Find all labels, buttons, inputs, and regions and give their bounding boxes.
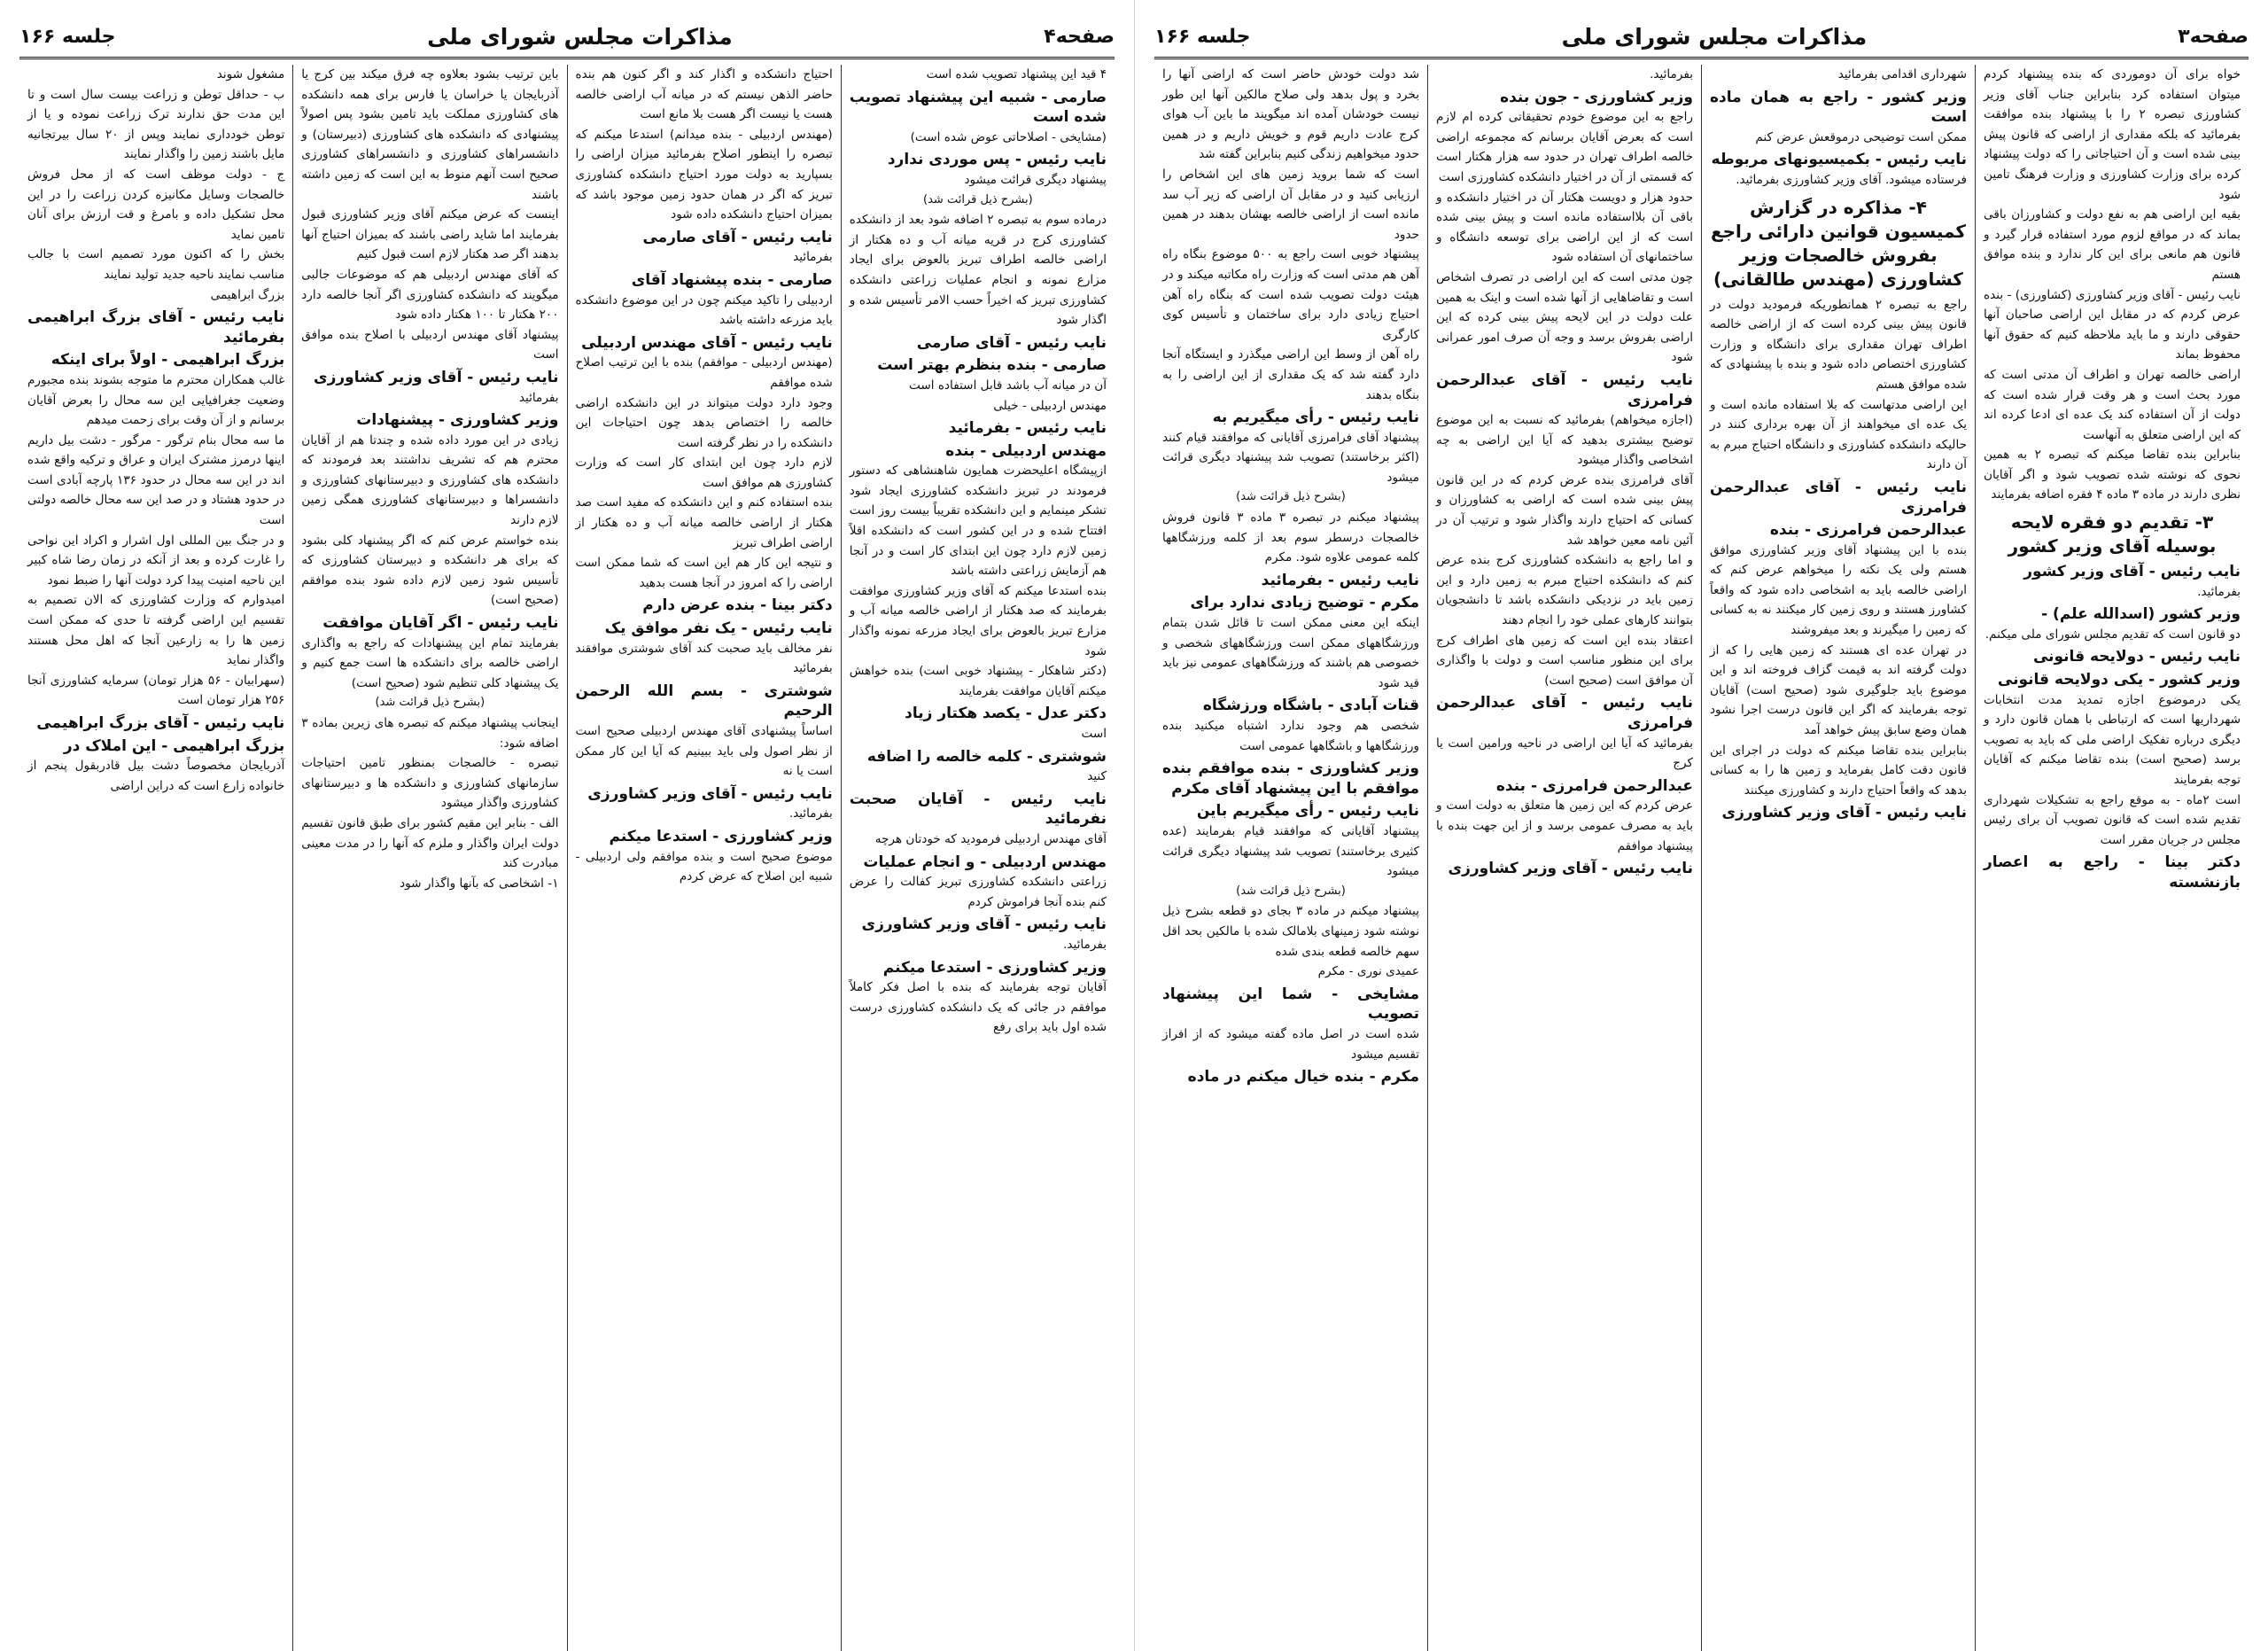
paragraph: شهرداری اقدامی بفرمائید <box>1837 67 1967 82</box>
speaker-line: صارمی - بنده پیشنهاد آقای <box>631 270 833 289</box>
speaker-line: شوشتری - بسم الله الرحمن الرحیم <box>575 681 833 720</box>
paragraph: (مشایخی - اصلاحاتی عوض شده است) <box>910 129 1107 144</box>
paragraph: ۴ قید این پیشنهاد تصویب شده است <box>926 67 1107 82</box>
speaker-line: مهندس اردبیلی - و انجام عملیات <box>863 853 1107 871</box>
paragraph: حدود هزار و دویست هکتار آن در اختیار دانشکده و باقی آن بلااستفاده مانده است و پیش بینی شده است که از این اراضی برای توسعه دانشگاه و ساختمانهای آن استفاده شود <box>1436 190 1693 265</box>
speaker-line: نایب رئیس - بکمیسیونهای مربوطه <box>1711 151 1967 169</box>
speaker-line: وزیر کشور - یکی دولایحه قانونی <box>1997 671 2241 689</box>
paragraph: (اجازه میخواهم) بفرمائید که نسبت به این موضوع توضیح بیشتری بدهید که آیا این اراضی به چه اشخاصی واگذار میشود <box>1436 413 1693 468</box>
right-page-number: صفحه۳ <box>2178 25 2249 48</box>
paragraph: پیشنهاد آقای فرامرزی آقایانی که موافقند قیام کنند (اکثر برخاستند) تصویب شد پیشنهاد دیگری قرائت میشود <box>1162 430 1419 485</box>
paragraph: ممکن است توضیحی درموقعش عرض کنم <box>1755 129 1967 144</box>
speaker-line: وزیر کشاورزی - استدعا میکنم <box>882 958 1107 977</box>
left-column-1 <box>842 65 1115 1651</box>
paragraph: آقایان توجه بفرمایند که بنده با اصل فکر کاملاً موافقم در جائی که یک دانشکده کشاورزی درست شده اول باید برای رفع <box>849 980 1107 1035</box>
speaker-line: نایب رئیس - بفرمائید <box>948 419 1107 438</box>
paragraph: زراعتی دانشکده کشاورزی تبریز کفالت را عرض کنم بنده آنجا فراموش کردم <box>849 875 1107 909</box>
speaker-line: نایب رئیس - بفرمائید <box>1261 571 1419 589</box>
paragraph: (مهندس اردبیلی - بنده میدانم) استدعا میکنم که تبصره را اینطور اصلاح بفرمائید میزان اراضی را بسپارید به دولت مورد احتیاج دانشکده کشاورزی تبریز که اگر در همان حدود زمین موجود باشد که بمیزان احتیاج دانشکده داده شود <box>575 127 833 222</box>
paragraph: بقیه این اراضی هم به نفع دولت و کشاورزان باقی بماند که در مواقع لزوم مورد استفاده قرار گیرد و قانون هم مانعی برای این کار ندارد و بنده موافق هستم <box>1984 207 2241 282</box>
speaker-line: نایب رئیس - آقایان صحبت نفرمائید <box>849 790 1107 829</box>
paragraph: و در جنگ بین المللی اول اشرار و اکراد این نواحی را غارت کرده و بعد از آنکه در زمان رضا شاه کبیر این ناحیه امنیت پیدا کرد دولت آنها را ضبط نمود <box>27 533 285 588</box>
paragraph: احتیاج دانشکده و اگذار کند و اگر کنون هم بنده حاضر الذهن نیستم که در میانه آب اراضی خالصه هست یا نیست اگر هست بلا مانع است <box>575 67 833 122</box>
speaker-line: عبدالرحمن فرامرزی - بنده <box>1769 521 1967 540</box>
paragraph: پیشنهاد میکنم در ماده ۳ بجای دو قطعه بشرح ذیل نوشته شود زمینهای بلامالک شده با مالکین بحد اقل سهم خالصه قطعه بندی شده <box>1162 904 1419 959</box>
paragraph: کنید <box>1087 769 1107 784</box>
speaker-line: نایب رئیس - آقای بزرگ ابراهیمی <box>36 714 285 732</box>
paragraph: است ۲ماه - به موقع راجع به تشکیلات شهرداری تقدیم شده است که قانون تصویب آن برای رئیس مجلس در جریان مقرر است <box>1984 792 2241 847</box>
paragraph: تبصره - خالصجات بمنظور تامین احتیاجات سازمانهای کشاورزی و دانشکده ها و دبیرستانهای کشاورزی واگذار میشود <box>301 756 559 811</box>
speaker-line: بزرگ ابراهیمی - اولاً برای اینکه <box>50 351 285 370</box>
reading-note: (بشرح ذیل قرائت شد) <box>375 696 485 710</box>
speaker-line: وزیر کشاورزی - استدعا میکنم <box>609 827 833 845</box>
speaker-line: نایب رئیس - آقای وزیر کشاورزی <box>1721 804 1967 822</box>
speaker-line: نایب رئیس - رأی میگیریم به <box>1212 409 1419 427</box>
speaker-line: نایب رئیس - پس موردی ندارد <box>887 151 1107 169</box>
paragraph: بفرمائید. <box>1650 67 1693 82</box>
paragraph: مشغول شوند <box>216 67 285 82</box>
paragraph: یکی درموضوع اجازه تمدید مدت انتخابات شهرداریها است که ارتباطی با همان قانون دارد و دیگری درباره تفکیک اراضی ملی که باید به تصویب برسد (صحیح است) بنده تقاضا میکنم که آقایان توجه بفرمایند <box>1984 692 2241 787</box>
paragraph: شد دولت خودش حاضر است که اراضی آنها را بخرد و پول بدهد ولی صلاح مالکین آنها این طور نیست خودشان آمده اند میگویند ما باین آب هوای کرج عادت داریم قوم و خویش داریم و در همین حدود میخواهیم زندگی کنیم بنابراین گفته شد <box>1162 67 1419 162</box>
paragraph: پیشنهاد دیگری قرائت میشود <box>964 172 1107 187</box>
left-page-columns <box>19 65 1115 1651</box>
speaker-line: وزیر کشور (اسدالله علم) - <box>2041 605 2241 624</box>
paragraph: راجع به تبصره ۲ همانطوریکه فرمودید دولت در قانون پیش بینی کرده است که از اراضی خالصه اطراف تهران مقداری برای دانشگاه و وزارت کشاورزی اختصاص داده شود و بنده با پیشنهادی که شده موافق هستم <box>1710 297 1968 392</box>
speaker-line: قنات آبادی - باشگاه ورزشگاه <box>1202 697 1419 715</box>
paragraph: اعتقاد بنده این است که زمین های اطراف کرج برای این منظور مناسب است و دولت با واگذاری آن موافق است (صحیح است) <box>1436 633 1693 688</box>
paragraph: ازپیشگاه اعلیحضرت همایون شاهنشاهی که دستور فرمودند در تبریز دانشکده کشاورزی ایجاد شود تشکر مینمایم و این دانشکده تقریباً بیست روز است افتتاح شده و در این کشور است که دانشکده اقلاً زمین لازم دارد چون این ابتدای کار است و در آنجا هم آزمایش زراعتی داشته باشد <box>849 463 1107 579</box>
speaker-line: نایب رئیس - آقای عبدالرحمن فرامرزی <box>1710 478 1967 517</box>
speaker-line: مهندس اردبیلی - بنده <box>945 441 1107 460</box>
right-column-2 <box>1702 65 1976 1651</box>
reading-note: (بشرح ذیل قرائت شد) <box>923 192 1033 206</box>
speaker-line: نایب رئیس - آقای عبدالرحمن فرامرزی <box>1436 370 1693 409</box>
speaker-line: نایب رئیس - آقای وزیر کشاورزی <box>1448 860 1693 878</box>
right-column-3 <box>1428 65 1702 1651</box>
paragraph: فرستاده میشود. آقای وزیر کشاورزی بفرمائید. <box>1736 172 1967 187</box>
speaker-line: نایب رئیس - آقای عبدالرحمن فرامرزی <box>1436 694 1693 732</box>
paragraph: بنده خواستم عرض کنم که اگر پیشنهاد کلی بشود که برای هر دانشکده و دبیرستان کشاورزی که تأسیس شود زمین لازم داده شود بنده موافقم (صحیح است) <box>301 533 559 608</box>
speaker-line: صارمی - بنده بنظرم بهتر است <box>877 356 1107 375</box>
speaker-line: نایب رئیس - یک نفر موافق یک <box>604 619 833 638</box>
paragraph: بنابراین بنده تقاضا میکنم که دولت در اجرای این قانون دقت کامل بفرماید و زمین ها را به کسانی بدهد که واقعاً احتیاج دارند و کشاورزی میکنند <box>1710 743 1967 798</box>
right-page-header <box>1154 16 2249 59</box>
paragraph: درماده سوم به تبصره ۲ اضافه شود بعد از دانشکده کشاورزی کرج در قریه میانه آب و ده هکتار از اراضی خالصه اطراف تبریز بالعوض برای ایجاد مزارع نمونه و انجام عملیات زراعتی دانشکده کشاورزی تبریز که اخیراً حسب الامر تأسیس شده و اگذار شود <box>849 213 1107 328</box>
paragraph: آقای فرامرزی بنده عرض کردم که در این قانون پیش بینی شده است که اراضی به کشاورزان و کسانی که احتیاج دارند واگذار شود و ترتیب آن در آئین نامه معین خواهد شد <box>1436 472 1693 548</box>
paragraph: دو قانون است که تقدیم مجلس شورای ملی میکنم. <box>1984 627 2241 642</box>
paragraph: چون مدتی است که این اراضی در تصرف اشخاص است و تقاضاهایی از آنها شده است و اینک به همین علت دولت در این لایحه پیش بینی کرده که این اراضی بفروش برسد و وجه آن صرف امور عمرانی شود <box>1436 269 1693 365</box>
paragraph: پیشنهاد میکنم در تبصره ۳ ماده ۳ قانون فروش خالصجات درسطر سوم بعد از کلمه ورزشگاهها کلمه عمومی علاوه شود. مکرم <box>1162 510 1419 565</box>
reading-note: (بشرح ذیل قرائت شد) <box>1236 490 1346 504</box>
speaker-line: نایب رئیس - آقای وزیر کشاورزی <box>861 915 1107 934</box>
right-page-session: جلسه ۱۶۶ <box>1154 25 1251 48</box>
paragraph: اینجانب پیشنهاد میکنم که تبصره های زیرین بماده ۳ اضافه شود: <box>301 716 559 751</box>
paragraph: پیشنهاد آقای مهندس اردبیلی با اصلاح بنده موافق است <box>301 327 559 362</box>
paragraph: ۱- اشخاصی که بآنها واگذار شود <box>400 876 559 891</box>
paragraph: بفرمائید <box>518 390 559 405</box>
speaker-line: دکتر بینا - راجع به اعصار بازنشسته <box>1984 853 2241 892</box>
paragraph: بخش را که اکنون مورد تصمیم است با جالب مناسب نمایند ناحیه جدید تولید نمایند <box>27 247 285 282</box>
paragraph: اردبیلی را تاکید میکنم چون در این موضوع دانشکده باید مزرعه داشته باشد <box>575 292 833 328</box>
paragraph: بنابراین بنده تقاضا میکنم که تبصره ۲ به همین نحوی که نوشته شده تصویب شود و اگر آقایان نظری دارند در ماده ۳ ماده ۴ فقره اضافه بفرمایند <box>1984 448 2241 502</box>
paragraph: بفرمائید <box>793 250 833 265</box>
speaker-line: نایب رئیس - آقای صارمی <box>916 333 1107 352</box>
paragraph: موضوع صحیح است و بنده موافقم ولی اردبیلی - شبیه این اصلاح که عرض کردم <box>575 849 833 884</box>
speaker-line: مکرم - بنده خیال میکنم در ماده <box>1187 1068 1419 1086</box>
paragraph: بفرمایند تمام این پیشنهادات که راجع به واگذاری اراضی خالصه برای دانشکده ها است جمع کنیم و یک پیشنهاد کلی تنظیم شود (صحیح است) <box>301 635 559 690</box>
paragraph: عرض کردم که این زمین ها متعلق به دولت است و باید به مصرف عمومی برسد و از این جهت بنده با پیشنهاد موافقم <box>1436 798 1693 853</box>
right-page <box>1134 0 2268 1651</box>
speaker-line: نایب رئیس - دولایحه قانونی <box>2032 648 2241 666</box>
paragraph: آقای مهندس اردبیلی فرمودید که خودتان هرچه <box>874 831 1107 846</box>
paragraph: نایب رئیس - آقای وزیر کشاورزی (کشاورزی) - بنده عرض کردم که در مقابل این اراضی صاحبان آنها حقوقی دارند و ما باید ملاحظه کنیم که حقوق آنها محفوظ بماند <box>1984 287 2241 362</box>
paragraph: شده است در اصل ماده گفته میشود که از افراز تقسیم میشود <box>1162 1026 1419 1062</box>
paragraph: پیشنهاد آقایانی که موافقند قیام بفرمایند (عده کثیری برخاستند) تصویب شد پیشنهاد دیگری قرائت میشود <box>1162 823 1419 879</box>
paragraph: بفرمائید که آیا این اراضی در ناحیه ورامین است یا کرج <box>1436 736 1693 771</box>
right-column-1 <box>1976 65 2249 1651</box>
paragraph: مهندس اردبیلی - خیلی <box>993 398 1107 413</box>
paragraph: باین ترتیب بشود بعلاوه چه فرق میکند بین کرج یا آذربایجان یا خراسان یا فارس برای همه دانشکده های کشاورزی مملکت باید تامین بشود پس اصولاً پیشنهادی که دانشکده های کشاورزی (دبیرستان) و دانشسراهای کشاورزی و دانشسراهای کشاورزی صحیح است آنهم منوط به این است که زمین داشته باشند <box>301 67 559 202</box>
speaker-line: صارمی - شبیه این پیشنهاد تصویب شده است <box>849 88 1107 127</box>
speaker-line: بزرگ ابراهیمی - این املاک در <box>63 736 285 755</box>
paragraph: اساساً پیشنهادی آقای مهندس اردبیلی صحیح است از نظر اصول ولی باید ببینیم که آیا این کار ممکن است یا نه <box>575 724 833 779</box>
paragraph: و نتیجه این کار هم این است که شما ممکن است اراضی را که امروز در آنجا هست بدهید <box>575 556 833 590</box>
paragraph: غالب همکاران محترم ما متوجه بشوند بنده مجبورم وضعیت جغرافیایی این سه محال را بعرض آقایان برسانم و از آن وقت برای زحمت میدهم <box>27 372 285 428</box>
paragraph: بنده با این پیشنهاد آقای وزیر کشاورزی موافق هستم ولی یک نکته را میخواهم عرض کنم که اراضی خالصه باید به اشخاصی داده شود که واقعاً کشاورز هستند و روی زمین کار میکنند نه به کسانی که زمین را میگیرند و بعد میفروشند <box>1710 542 1967 638</box>
paragraph: بنده استفاده کنم و این دانشکده که مفید است صد هکتار از اراضی خالصه میانه آب و ده هکتار از اراضی اطراف تبریز <box>575 495 833 550</box>
speaker-line: نایب رئیس - آقای مهندس اردبیلی <box>581 333 833 352</box>
paragraph: ما سه محال بنام ترگور - مرگور - دشت بیل داریم اینها درمرز مشترک ایران و عراق و ترکیه واقع شده اند در این سه محال در حدود ۱۳۶ پارچه آبادی است در حدود هشتاد و در صد این سه محال خالصه دولتی است <box>27 432 285 528</box>
paragraph: الف - بنابر این مقیم کشور برای طبق قانون تقسیم دولت ایران واگذار و ملزم که آنها را در مدت معینی مبادرت کند <box>301 815 559 871</box>
paragraph: پیشنهاد خوبی است راجع به ۵۰۰ موضوع بنگاه راه آهن هم مدتی است که وزارت راه مکاتبه میکند و در هیئت دولت تصویب شده است که بنگاه راه آهن احتیاج زیادی دارد برای ساختمان و تأسیس کوی کارگری <box>1162 247 1419 342</box>
paragraph: اینکه این معنی ممکن است تا قائل شدن بتمام ورزشگاههای ممکن است ورزشگاههای شخصی و خصوصی هم باشند که ورزشگاههای عمومی نیز باید قید شود <box>1162 616 1419 690</box>
paragraph: ب - حداقل توطن و زراعت بیست سال است و تا این مدت حق ندارند ترک زراعت نموده و یا از توطن خودداری نمایند وپس از ۲۰ سال بیرتجانیه مایل باشند زمین را واگذار نمایند <box>27 87 285 162</box>
left-page-title: مذاکرات مجلس شورای ملی <box>427 23 733 50</box>
paragraph: که آقای مهندس اردبیلی هم که موضوعات جالبی میگویند که دانشکده کشاورزی اگر آنجا خالصه دارد ۲۰۰ هکتار تا ۱۰۰ هکتار داده شود <box>301 267 559 323</box>
speaker-line: مکرم - توضیح زیادی ندارد برای <box>1190 594 1419 612</box>
paragraph: اینست که عرض میکنم آقای وزیر کشاورزی قبول بفرمایند اما شاید راضی باشند که بمیزان احتیاج آنها بدهند اگر صد هکتار لازم است قبول کنیم <box>301 207 559 262</box>
speaker-line: وزیر کشور - راجع به همان ماده است <box>1710 88 1967 127</box>
speaker-line: نایب رئیس - آقای وزیر کشاورزی <box>587 784 833 803</box>
speaker-line: نایب رئیس - آقای صارمی <box>642 228 833 246</box>
paragraph: آذربایجان مخصوصاً دشت بیل قادربقول پنجم از خانواده زارع است که دراین اراضی <box>27 759 285 793</box>
speaker-line: نایب رئیس - اگر آقایان موافقت <box>322 614 559 633</box>
speaker-line: وزیر کشاورزی - پیشنهادات <box>356 411 559 430</box>
paragraph: این اراضی مدتهاست که بلا استفاده مانده است و یک عده ای میخواهند از آن بهره برداری کنند در حالیکه دانشکده کشاورزی و دانشگاه احتیاج مبرم به آن دارند <box>1710 397 1967 472</box>
paragraph: (دکتر شاهکار - پیشنهاد خوبی است) بنده خواهش میکنم آقایان موافقت بفرمایند <box>849 664 1107 698</box>
paragraph: راجع به این موضوع خودم تحقیقاتی کرده ام لازم است که بعرض آقایان برسانم که مجموعه اراضی خالصه اطراف تهران در حدود سه هزار هکتار است که قسمتی از آن در اختیار دانشکده کشاورزی است <box>1436 110 1693 184</box>
left-column-4 <box>19 65 293 1651</box>
left-page-header <box>19 16 1115 59</box>
paragraph: راه آهن از وسط این اراضی میگذرد و ایستگاه آنجا دارد گفته شد که یک مقداری از این اراضی را به بنگاه بدهند <box>1162 347 1419 402</box>
paragraph: است که شما بروید زمین های این اشخاص را ارزیابی کنید و در مقابل آن اراضی که زیر آب سد مانده است از اراضی خالصه بهشان بدهند در همین حدود <box>1162 167 1419 242</box>
speaker-line: نایب رئیس - آقای وزیر کشاورزی <box>314 368 559 386</box>
speaker-line: دکتر عدل - یکصد هکتار زیاد <box>905 705 1107 723</box>
paragraph: اراضی خالصه تهران و اطراف آن مدتی است که مورد بحث است و هر وقت قرار شده است که دولت از آن استفاده کند یک عده ای ادعا کرده اند که این اراضی متعلق به آنهاست <box>1984 367 2241 442</box>
paragraph: و اما راجع به دانشکده کشاورزی کرج بنده عرض کنم که دانشکده احتیاج مبرم به زمین دارد و این زمین باید در نزدیکی دانشکده باشد تا دانشجویان بتوانند کارهای عملی خود را انجام دهند <box>1436 553 1693 628</box>
speaker-line: شوشتری - کلمه خالصه را اضافه <box>866 747 1107 766</box>
speaker-line: وزیر کشاورزی - جون بنده <box>1500 88 1693 106</box>
paragraph: در تهران عده ای هستند که زمین هایی را که از دولت گرفته اند به قیمت گزاف فروخته اند و این موضوع باید جلوگیری شود (صحیح است) آقایان توجه بفرمایند که اگر این قانون درست اجرا نشود همان وضع سابق پیش خواهد آمد <box>1710 642 1967 738</box>
paragraph: ج - دولت موظف است که از محل فروش خالصجات وسایل مکانیزه کردن زراعت را در این محل تشکیل داده و بامرغ و قت ارزش برای آنان تامین نماید <box>27 167 285 242</box>
left-page-session: جلسه ۱۶۶ <box>19 25 116 48</box>
right-page-title: مذاکرات مجلس شورای ملی <box>1561 23 1868 50</box>
paragraph: بنده استدعا میکنم که آقای وزیر کشاورزی موافقت بفرمایند که صد هکتار از اراضی خالصه میانه آب و مزارع تبریز بالعوض برای ایجاد مزرعه نمونه واگذار شود <box>849 583 1107 658</box>
reading-note: (بشرح ذیل قرائت شد) <box>1236 884 1346 898</box>
paragraph: است <box>1081 727 1107 741</box>
speaker-line: نایب رئیس - آقای وزیر کشور <box>2023 563 2241 581</box>
paragraph: بفرمائید. <box>1063 937 1107 952</box>
paragraph: نفر مخالف باید صحبت کند آقای شوشتری موافقند بفرمائید <box>575 641 833 676</box>
paragraph: زیادی در این مورد داده شده و چندتا هم از آقایان محترم هم که تشریف نداشتند بعد فرمودند که دانشکده های کشاورزی و دبیرستانهای کشاورزی و دانشسراها و دبیرستانهای کشاورزی همگی زمین لازم دارند <box>301 432 559 528</box>
speaker-line: دکتر بینا - بنده عرض دارم <box>642 596 833 615</box>
paragraph: (سهرابیان - ۵۶ هزار تومان) سرمایه کشاورزی آنجا ۲۵۶ هزار تومان است <box>27 673 285 708</box>
right-column-4 <box>1154 65 1428 1651</box>
speaker-line: نایب رئیس - آقای بزرگ ابراهیمی بفرمائید <box>27 308 285 347</box>
paragraph: وجود دارد دولت میتواند در این دانشکده اراضی خالصه را اختصاص بدهد چون احتیاجات این دانشکده را در نظر گرفته است <box>575 395 833 450</box>
speaker-line: مشایخی - شما این پیشنهاد تصویب <box>1162 985 1419 1024</box>
left-page-number: صفحه۴ <box>1044 25 1115 48</box>
left-column-3 <box>293 65 567 1651</box>
paragraph: بفرمائید. <box>2197 584 2241 599</box>
paragraph: بفرمائید. <box>788 806 833 822</box>
paragraph: شخصی هم وجود ندارد اشتباه میکنید بنده ورزشگاهها و باشگاهها عمومی است <box>1162 719 1419 753</box>
left-column-2 <box>568 65 842 1651</box>
paragraph: لازم دارد چون این ابتدای کار است که وزارت کشاورزی هم موافق است <box>575 456 833 490</box>
section-heading: ۴- مذاکره در گزارش کمیسیون قوانین دارائی راجع بفروش خالصجات وزیر کشاورزی (مهندس طالقانی) <box>1710 196 1967 290</box>
paragraph: امیدوارم که وزارت کشاورزی که الان تصمیم به تقسیم این اراضی گرفته تا حدی که ممکن است زمین ها را به زارعین آنجا که اهل محل هستند واگذار نماید <box>27 593 285 668</box>
speaker-line: نایب رئیس - رأی میگیریم باین <box>1196 802 1419 821</box>
paragraph: بزرگ ابراهیمی <box>210 287 285 302</box>
paragraph: خواه برای آن دوموردی که بنده پیشنهاد کردم میتوان استفاده کرد بنابراین جناب آقای وزیر کشاورزی تبصره ۲ را با پیشنهاد بنده موافقت بفرمائید که بلکه مقداری از اراضی که قانون پیش بینی شده است و آن احتیاجاتی را که دولت پیشنهاد کرده برای وزارت کشاورزی و وزارت فرهنگ تامین شود <box>1984 67 2241 202</box>
paragraph: (مهندس اردبیلی - موافقم) بنده با این ترتیب اصلاح شده موافقم <box>575 355 833 390</box>
speaker-line: عبدالرحمن فرامرزی - بنده <box>1495 776 1693 795</box>
speaker-line: وزیر کشاورزی - بنده موافقم بنده موافقم با این پیشنهاد آقای مکرم <box>1162 759 1419 798</box>
section-heading: ۳- تقدیم دو فقره لایحه بوسیله آقای وزیر کشور <box>2008 511 2217 557</box>
right-page-columns <box>1154 65 2249 1651</box>
paragraph: آن در میانه آب باشد قابل استفاده است <box>909 378 1107 393</box>
paragraph: عمیدی نوری - مکرم <box>1317 964 1419 979</box>
